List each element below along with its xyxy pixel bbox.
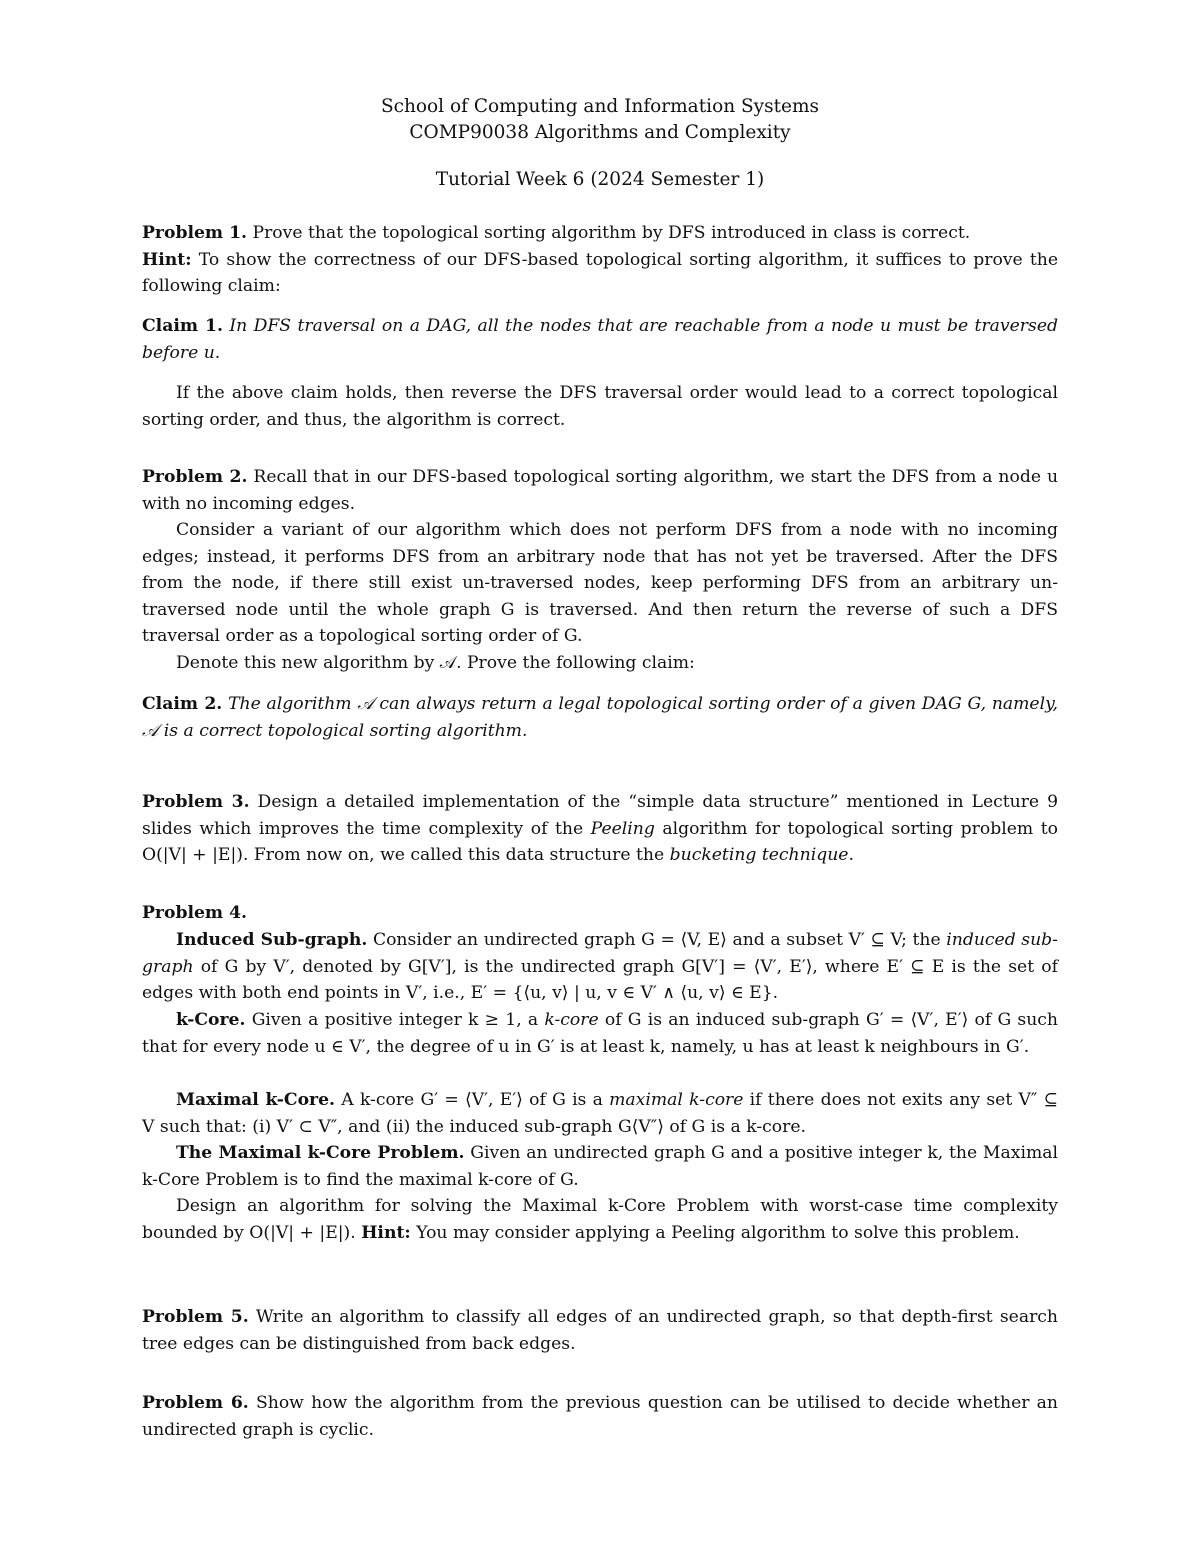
problem-5 [142,1304,1058,1357]
claim-1-label: Claim 1. [142,316,223,336]
problem-1 [142,220,1058,300]
maximal-kcore-problem-label: The Maximal k-Core Problem. [176,1143,465,1163]
problem-6 [142,1390,1058,1443]
induced-text-a: Consider an undirected graph G = ⟨V, E⟩ and a subset V′ ⊆ V; the [372,930,947,950]
maximal-kcore-def [142,1087,1058,1140]
problem-1-label: Problem 1. [142,223,248,243]
course-heading: COMP90038 Algorithms and Complexity [409,122,791,143]
problem-2-denote: Denote this new algorithm by 𝒜. Prove the following claim: [176,653,695,673]
kcore-text-b: of G is an induced sub-graph G′ = ⟨V′, E′⟩ of G such that for every node u ∈ V′, the degree of u in G′ is at least k, namely, u has at least k neighbours in G′. [142,1010,1058,1057]
maximal-term: maximal k-core [609,1090,744,1110]
problem-3 [142,789,1058,869]
kcore-term: k-core [544,1010,599,1030]
problem-6-text: Show how the algorithm from the previous question can be utilised to decide whether an undirected graph is cyclic. [142,1393,1059,1440]
problem-2 [142,464,1058,517]
problem-3-text-c: . [848,845,854,865]
problem-3-bucketing: bucketing technique [669,845,849,865]
tutorial-heading: Tutorial Week 6 (2024 Semester 1) [435,169,765,190]
school-heading: School of Computing and Information Systems [380,96,820,117]
problem-4-design [142,1193,1058,1246]
induced-text-b: of G by V′, denoted by G[V′], is the undirected graph G[V′] = ⟨V′, E′⟩, where E′ ⊆ E is the set of edges with both end points in V′, i.e., E′ = {⟨u, v⟩ | u, v ∈ V′ ∧ ⟨u, v⟩ ∈ E}. [142,956,1058,1003]
induced-subgraph-label: Induced Sub-graph. [176,930,368,950]
problem-6-label: Problem 6. [142,1393,249,1413]
maximal-kcore-problem-text: Given an undirected graph G and a positive integer k, the Maximal k-Core Problem is to find the maximal k-core of G. [142,1143,1059,1190]
maximal-text-a: A k-core G′ = ⟨V′, E′⟩ of G is a [341,1090,610,1110]
problem-1-text: Prove that the topological sorting algorithm by DFS introduced in class is correct. [252,223,971,243]
kcore-def [142,1007,1058,1060]
claim-1 [142,313,1058,366]
problem-3-text-a: Design a detailed implementation of the “simple data structure” mentioned in Lecture 9 slides which improves the time complexity of the [142,792,1059,839]
claim-2 [142,691,1058,744]
maximal-kcore-label: Maximal k-Core. [176,1090,336,1110]
problem-1-hint: To show the correctness of our DFS-based topological sorting algorithm, it suffices to prove the following claim: [142,249,1058,296]
problem-1-hint-label: Hint: [142,249,192,270]
maximal-text-b: if there does not exits any set V″ ⊆ V such that: (i) V′ ⊂ V″, and (ii) the induced sub-graph G⟨V″⟩ of G is a k-core. [142,1090,1058,1137]
kcore-label: k-Core. [176,1010,246,1030]
problem-2-text: Recall that in our DFS-based topological sorting algorithm, we start the DFS from a node u with no incoming edges. [142,467,1059,514]
problem-4-hint-label: Hint: [361,1222,411,1243]
induced-subgraph-def [142,927,1058,1007]
problem-4-hint: You may consider applying a Peeling algorithm to solve this problem. [410,1222,1020,1243]
problem-4 [142,900,1058,927]
induced-term: induced sub-graph [142,930,1058,977]
claim-2-label: Claim 2. [142,694,223,714]
problem-1-conclusion: If the above claim holds, then reverse the DFS traversal order would lead to a correct topological sorting order, and thus, the algorithm is correct. [142,383,1058,430]
problem-5-text: Write an algorithm to classify all edges of an undirected graph, so that depth-first search tree edges can be distinguished from back edges. [142,1307,1059,1354]
problem-4-design-text: Design an algorithm for solving the Maximal k-Core Problem with worst-case time complexity bounded by O(|V| + |E|). [142,1196,1058,1243]
problem-2-variant: Consider a variant of our algorithm which does not perform DFS from a node with no incoming edges; instead, it performs DFS from an arbitrary node that has not yet be traversed. After the DFS from the node, if there still exist un-traversed nodes, keep performing DFS from an arbitrary un-traversed node until the whole graph G is traversed. And then return the reverse of such a DFS traversal order as a topological sorting order of G. [142,520,1058,646]
problem-2-label: Problem 2. [142,467,248,487]
kcore-text-a: Given a positive integer k ≥ 1, a [251,1010,545,1030]
problem-3-peeling: Peeling [590,818,655,839]
claim-1-text: In DFS traversal on a DAG, all the nodes that are reachable from a node u must be traversed before u. [142,316,1059,363]
problem-3-label: Problem 3. [142,792,250,812]
problem-3-text-b: algorithm for topological sorting problem to O(|V| + |E|). From now on, we called this data structure the [142,818,1058,865]
maximal-kcore-problem [142,1140,1058,1193]
problem-5-label: Problem 5. [142,1307,249,1327]
claim-2-text: The algorithm 𝒜 can always return a legal topological sorting order of a given DAG G, namely, 𝒜 is a correct topological sorting algorithm. [142,694,1058,741]
problem-4-label: Problem 4. [142,903,248,923]
